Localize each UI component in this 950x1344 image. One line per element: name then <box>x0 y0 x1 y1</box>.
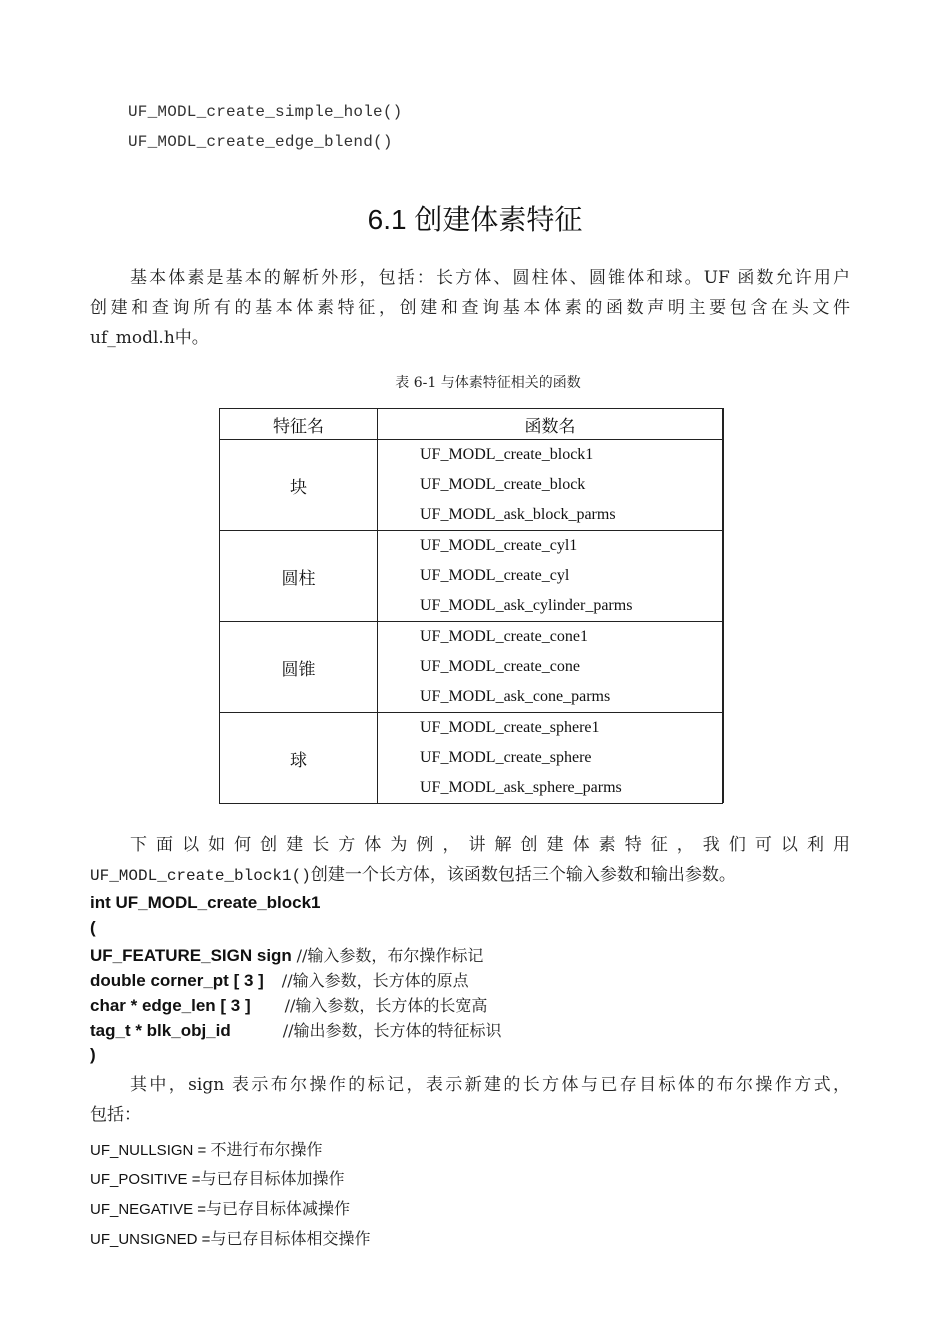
function-name: UF_MODL_create_sphere <box>420 749 592 766</box>
sign-paragraph-line: 其中，sign 表示布尔操作的标记，表示新建的长方体与已存目标体的布尔操作方式， <box>130 1075 850 1095</box>
enum-item <box>90 1137 322 1160</box>
feature-cell: 球 <box>220 713 378 804</box>
param-comment: //输入参数，长方体的原点 <box>281 971 469 990</box>
function-name: UF_MODL_ask_cylinder_parms <box>420 597 633 614</box>
signature-param <box>90 1018 502 1041</box>
function-table <box>219 408 723 804</box>
feature-cell: 圆柱 <box>220 531 378 622</box>
param-code: UF_FEATURE_SIGN sign <box>90 946 292 965</box>
code-line: UF_MODL_create_simple_hole() <box>128 103 403 121</box>
functions-cell <box>378 622 723 713</box>
sign-paragraph-line: 包括： <box>90 1105 141 1125</box>
enum-desc: 与已存目标体相交操作 <box>210 1229 371 1248</box>
table-caption: 表 6-1 与体素特征相关的函数 <box>395 375 581 391</box>
signature-param <box>90 943 483 966</box>
param-code: double corner_pt [ 3 ] <box>90 971 264 990</box>
enum-name: UF_NEGATIVE = <box>90 1201 207 1218</box>
function-name: UF_MODL_create_cyl1 <box>420 537 578 554</box>
table-row <box>220 622 723 713</box>
intro-paragraph-line: 基本体素是基本的解析外形，包括：长方体、圆柱体、圆锥体和球。UF 函数允许用户 <box>130 268 850 288</box>
section-title: 6.1 创建体素特征 <box>367 204 583 235</box>
function-name: UF_MODL_create_cyl <box>420 567 570 584</box>
functions-cell <box>378 713 723 804</box>
enum-item <box>90 1196 350 1219</box>
enum-desc: 不进行布尔操作 <box>210 1140 323 1159</box>
enum-desc: 与已存目标体加操作 <box>200 1169 345 1188</box>
table-row <box>220 713 723 804</box>
signature-param <box>90 993 487 1016</box>
enum-name: UF_NULLSIGN = <box>90 1142 207 1159</box>
intro-paragraph-line: uf_modl.h中。 <box>90 328 209 348</box>
table-row <box>220 531 723 622</box>
function-name: UF_MODL_create_block1 <box>420 446 594 463</box>
function-name: UF_MODL_create_block <box>420 476 586 493</box>
enum-desc: 与已存目标体减操作 <box>206 1199 351 1218</box>
header-feature-name: 特征名 <box>220 409 378 440</box>
functions-cell <box>378 440 723 531</box>
example-text: 创建一个长方体，该函数包括三个输入参数和输出参数。 <box>310 865 736 885</box>
feature-cell: 块 <box>220 440 378 531</box>
enum-item <box>90 1226 370 1249</box>
signature-param <box>90 968 469 991</box>
function-name: UF_MODL_ask_cone_parms <box>420 688 611 705</box>
inline-code: UF_MODL_create_block1() <box>90 867 311 885</box>
feature-cell: 圆锥 <box>220 622 378 713</box>
function-name: UF_MODL_ask_sphere_parms <box>420 779 622 796</box>
function-name: UF_MODL_create_sphere1 <box>420 719 600 736</box>
param-comment: //输出参数，长方体的特征标识 <box>282 1021 502 1040</box>
table-header-row <box>220 409 723 440</box>
intro-paragraph-line: 创建和查询所有的基本体素特征，创建和查询基本体素的函数声明主要包含在头文件 <box>90 298 850 318</box>
param-comment: //输入参数，长方体的长宽高 <box>284 996 488 1015</box>
table-border-line <box>723 408 724 803</box>
param-comment: //输入参数，布尔操作标记 <box>296 946 484 965</box>
example-paragraph-line: 下 面 以 如 何 创 建 长 方 体 为 例 ， 讲 解 创 建 体 素 特 征 ， 我 们 可 以 利 用 <box>130 835 850 855</box>
enum-name: UF_UNSIGNED = <box>90 1231 211 1248</box>
header-function-name: 函数名 <box>378 409 723 440</box>
param-code: char * edge_len [ 3 ] <box>90 996 251 1015</box>
function-name: UF_MODL_create_cone1 <box>420 628 588 645</box>
table-row <box>220 440 723 531</box>
function-name: UF_MODL_ask_block_parms <box>420 506 616 523</box>
functions-cell <box>378 531 723 622</box>
signature-declaration: int UF_MODL_create_block1 <box>90 893 321 912</box>
param-code: tag_t * blk_obj_id <box>90 1021 231 1040</box>
function-name: UF_MODL_create_cone <box>420 658 580 675</box>
example-paragraph-line <box>90 860 850 891</box>
signature-close-paren: ) <box>90 1045 96 1064</box>
signature-open-paren: ( <box>90 918 96 937</box>
code-line: UF_MODL_create_edge_blend() <box>128 133 393 151</box>
enum-name: UF_POSITIVE = <box>90 1171 201 1188</box>
enum-item <box>90 1166 344 1189</box>
